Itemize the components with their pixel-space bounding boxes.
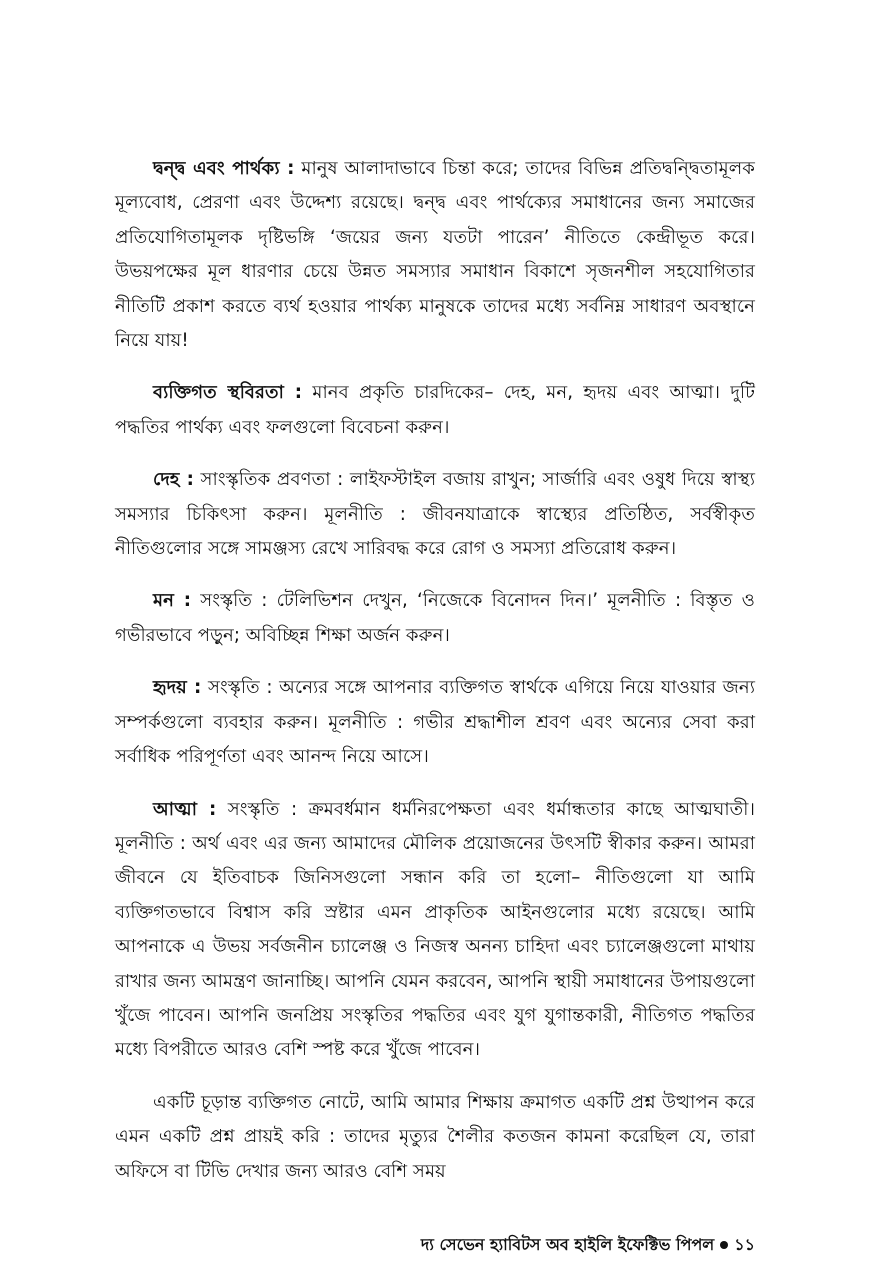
paragraph-spirit (115, 793, 755, 1068)
page-footer (421, 1232, 755, 1259)
paragraph-term: আত্মা : (153, 798, 217, 820)
paragraph-text: সাংস্কৃতিক প্রবণতা : লাইফস্টাইল বজায় রাখুন; সার্জারি এবং ওষুধ দিয়ে স্বাস্থ্য সমস্যার চিকিৎসা করুন। মূলনীতি : জীবনযাত্রাকে স্বাস্থ্যের প্রতিষ্ঠিত, সর্বস্বীকৃত নীতিগুলোর সঙ্গে সামঞ্জস্য রেখে সারিবদ্ধ করে রোগ ও সমস্যা প্রতিরোধ করুন। (115, 469, 755, 560)
paragraph-text: সংস্কৃতি : টেলিভিশন দেখুন, ‘নিজেকে বিনোদন দিন।’ মূলনীতি : বিস্তৃত ও গভীরভাবে পড়ুন; অবিচ্ছিন্ন শিক্ষা অর্জন করুন। (115, 590, 755, 646)
paragraph-term: হৃদয় : (153, 677, 202, 699)
paragraph-mind (115, 584, 755, 653)
paragraph-term: মন : (153, 590, 192, 612)
paragraph-personal-stagnation (115, 376, 755, 445)
bullet-separator-icon (720, 1241, 728, 1249)
paragraph-term: ব্যক্তিগত স্থবিরতা : (153, 382, 303, 404)
paragraph-term: দ্বন্দ্ব এবং পার্থক্য : (153, 158, 295, 179)
paragraph-body (115, 463, 755, 566)
page-number: ১১ (734, 1235, 755, 1254)
paragraph-heart (115, 671, 755, 774)
paragraph-text: মানুষ আলাদাভাবে চিন্তা করে; তাদের বিভিন্ন প্রতিদ্বন্দ্বিতামূলক মূল্যবোধ, প্রেরণা এবং উদ্দেশ্য রয়েছে। দ্বন্দ্ব এবং পার্থক্যের সমাধানের জন্য সমাজের প্রতিযোগিতামূলক দৃষ্টিভঙ্গি ‘জয়ের জন্য যতটা পারেন’ নীতিতে কেন্দ্রীভূত করে। উভয়পক্ষের মূল ধারণার চেয়ে উন্নত সমস্যার সমাধান বিকাশে সৃজনশীল সহযোগিতার নীতিটি প্রকাশ করতে ব্যর্থ হওয়ার পার্থক্য মানুষকে তাদের মধ্যে সর্বনিম্ন সাধারণ অবস্থানে নিয়ে যায়! (115, 158, 755, 352)
paragraph-text: সংস্কৃতি : ক্রমবর্ধমান ধর্মনিরপেক্ষতা এবং ধর্মান্ধতার কাছে আত্মঘাতী। মূলনীতি : অর্থ এবং এর জন্য আমাদের মৌলিক প্রয়োজনের উৎসটি স্বীকার করুন। আমরা জীবনে যে ইতিবাচক জিনিসগুলো সন্ধান করি তা হলো– নীতিগুলো যা আমি ব্যক্তিগতভাবে বিশ্বাস করি স্রষ্টার এমন প্রাকৃতিক আইনগুলোর মধ্যে রয়েছে। আমি আপনাকে এ উভয় সর্বজনীন চ্যালেঞ্জ ও নিজস্ব অনন্য চাহিদা এবং চ্যালেঞ্জগুলো মাথায় রাখার জন্য আমন্ত্রণ জানাচ্ছি। আপনি যেমন করবেন, আপনি স্থায়ী সমাধানের উপায়গুলো খুঁজে পাবেন। আপনি জনপ্রিয় সংস্কৃতির পদ্ধতির এবং যুগ যুগান্তকারী, নীতিগত পদ্ধতির মধ্যে বিপরীতে আরও বেশি স্পষ্ট করে খুঁজে পাবেন। (115, 798, 755, 1061)
paragraph-conflict-and-differences (115, 152, 755, 358)
running-title: দ্য সেভেন হ্যাবিটস অব হাইলি ইফেক্টিভ পিপল (420, 1235, 715, 1254)
paragraph-text: মানব প্রকৃতি চারদিকের– দেহ, মন, হৃদয় এবং আত্মা। দুটি পদ্ধতির পার্থক্য এবং ফলগুলো বিবেচনা করুন। (115, 382, 755, 438)
page-body (115, 152, 755, 1207)
paragraph-final-note (115, 1086, 755, 1189)
paragraph-text: সংস্কৃতি : অন্যের সঙ্গে আপনার ব্যক্তিগত স্বার্থকে এগিয়ে নিয়ে যাওয়ার জন্য সম্পর্কগুলো ব্যবহার করুন। মূলনীতি : গভীর শ্রদ্ধাশীল শ্রবণ এবং অন্যের সেবা করা সর্বাধিক পরিপূর্ণতা এবং আনন্দ নিয়ে আসে। (115, 677, 755, 768)
paragraph-term: দেহ : (153, 469, 194, 491)
paragraph-text: একটি চূড়ান্ত ব্যক্তিগত নোটে, আমি আমার শিক্ষায় ক্রমাগত একটি প্রশ্ন উত্থাপন করে এমন একটি প্রশ্ন প্রায়ই করি : তাদের মৃত্যুর শৈলীর কতজন কামনা করেছিল যে, তারা অফিসে বা টিভি দেখার জন্য আরও বেশি সময় (115, 1091, 755, 1182)
